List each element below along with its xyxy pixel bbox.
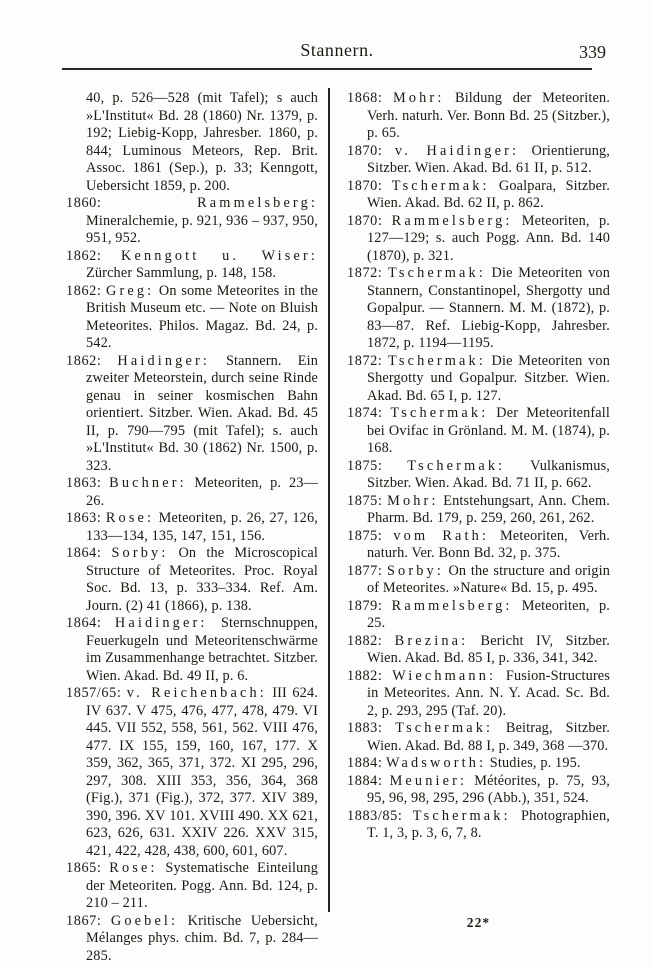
entry-year: 1870: — [347, 212, 383, 229]
entry-year: 1884: — [347, 755, 383, 771]
entry-text: Studies, p. 195. — [489, 755, 581, 771]
entry-author: Tschermak: — [395, 720, 494, 736]
page-title: Stannern. — [300, 40, 374, 60]
bib-entry — [66, 545, 318, 615]
entry-year: 1872: — [347, 265, 383, 281]
entry-text: Orientierung, Sitzber. Wien. Akad. Bd. 61 II, p. 512. — [367, 142, 611, 176]
bib-entry — [347, 90, 610, 143]
entry-year: 1883/85: — [347, 807, 403, 824]
bib-entry — [66, 283, 318, 353]
entry-text: Meteoriten, p. 26, 27, 126, 133—134, 135, 147, 151, 156. — [86, 510, 318, 544]
entry-text: On the Microscopical Structure of Meteorites. Proc. Royal Soc. Bd. 13, p. 333–334. Ref. Am. Journ. (2) 41 (1866), p. 138. — [86, 545, 319, 614]
entry-text: On the structure and origin of Meteorites. »Nature« Bd. 15, p. 495. — [367, 562, 611, 596]
entry-author: Haidinger: — [114, 615, 208, 631]
entry-author: v. Reichenbach: — [126, 685, 267, 701]
bib-entry — [347, 493, 610, 528]
entry-text: Stannern. Ein zweiter Meteorstein, durch seine Rinde genau in seiner kosmischen Bahn orientiert. Sitzber. Wien. Akad. Bd. 45 II, p. 790—795 (mit Tafel); s. auch »L'Institut« Bd. 30 (1862) Nr. 1500, p. 323. — [86, 352, 319, 474]
entry-year: 1867: — [66, 912, 102, 929]
bib-entry — [347, 528, 610, 563]
entry-year: 1872: — [347, 352, 383, 369]
entry-year: 1865: — [66, 860, 102, 876]
entry-year: 1874: — [347, 405, 383, 421]
entry-author: Rammelsberg: — [197, 195, 318, 211]
entry-author: Haidinger: — [117, 352, 210, 369]
entry-author: Wadsworth: — [386, 755, 487, 771]
entry-text: Meteoriten, Verh. naturh. Ver. Bonn Bd. 32, p. 375. — [367, 527, 610, 561]
entry-author: Tschermak: — [388, 352, 486, 369]
entry-text: Sternschnuppen, Feuerkugeln und Meteoritenschwärme im Zusammenhange betrachtet. Sitzber. Wien. Akad. Bd. 49 II, p. 6. — [86, 615, 318, 684]
entry-year: 1877: — [347, 562, 383, 579]
bib-entry — [347, 178, 610, 213]
entry-year: 1870: — [347, 177, 383, 194]
entry-author: Sorby: — [111, 545, 169, 561]
entry-text: Météorites, p. 75, 93, 95, 96, 98, 295, 296 (Abb.), 351, 524. — [367, 772, 611, 806]
signature-mark: 22* — [466, 915, 491, 930]
entry-year: 1862: — [66, 282, 102, 299]
entry-author: Tschermak: — [412, 807, 511, 824]
bib-entry — [66, 685, 318, 860]
bib-entry — [347, 143, 610, 178]
entry-year: 1882: — [347, 632, 383, 649]
entry-author: v. Haidinger: — [394, 142, 520, 159]
left-column — [66, 90, 318, 965]
entry-author: Brezina: — [394, 632, 469, 649]
entry-text: Mineralchemie, p. 921, 936 – 937, 950, 951, 952. — [86, 212, 318, 246]
entry-year: 1857/65: — [66, 685, 122, 701]
entry-author: Mohr: — [392, 90, 445, 106]
entry-author: Wiechmann: — [392, 667, 497, 684]
entry-author: Goebel: — [110, 912, 179, 929]
bib-entry — [347, 598, 610, 633]
entry-text: Entstehungsart, Ann. Chem. Pharm. Bd. 179, p. 259, 260, 261, 262. — [367, 492, 610, 526]
column-divider — [328, 88, 330, 912]
page-number: 339 — [579, 42, 606, 62]
entry-author: Rammelsberg: — [391, 212, 513, 229]
entry-text: Systematische Einteilung der Meteoriten. Pogg. Ann. Bd. 124, p. 210 – 211. — [86, 860, 318, 911]
entry-text: Photographien, T. 1, 3, p. 3, 6, 7, 8. — [367, 807, 610, 841]
entry-year: 1884: — [347, 772, 383, 789]
entry-text: On some Meteorites in the British Museum etc. — Note on Bluish Meteorites. Philos. Magaz. Bd. 24, p. 542. — [86, 282, 319, 351]
entry-author: Rose: — [105, 510, 155, 526]
bib-entry — [347, 668, 610, 721]
entry-text: Vulkanismus, Sitzber. Wien. Akad. Bd. 71 II, p. 662. — [367, 457, 610, 491]
bib-entry — [347, 808, 610, 843]
bib-entry — [347, 405, 610, 458]
bib-entry — [66, 248, 318, 283]
bib-entry — [66, 860, 318, 913]
bib-entry — [347, 213, 610, 266]
entry-author: Rammelsberg: — [391, 597, 513, 614]
header-rule — [62, 68, 592, 70]
entry-year: 1863: — [66, 475, 102, 491]
entry-author: Tschermak: — [391, 177, 490, 194]
bib-entry — [347, 265, 610, 353]
bib-entry — [66, 510, 318, 545]
entry-author: Tschermak: — [388, 265, 486, 281]
entry-author: Mohr: — [387, 492, 439, 509]
entry-year: 1870: — [347, 142, 383, 159]
bib-entry — [347, 720, 610, 755]
running-head — [62, 40, 612, 66]
entry-text: Beitrag, Sitzber. Wien. Akad. Bd. 88 I, p. 349, 368 —370. — [367, 720, 610, 754]
bib-entry — [66, 913, 318, 966]
entry-year: 1875: — [347, 527, 383, 544]
entry-text: Bildung der Meteoriten. Verh. naturh. Ver. Bonn Bd. 25 (Sitzber.), p. 65. — [367, 90, 611, 141]
entry-text: Meteoriten, p. 127—129; s. auch Pogg. Ann. Bd. 140 (1870), p. 321. — [367, 212, 610, 264]
right-column — [347, 90, 610, 843]
entry-author: Greg: — [106, 282, 155, 299]
entry-author: Sorby: — [386, 562, 444, 579]
entry-author: vom Rath: — [393, 527, 490, 544]
entry-author: Kenngott u. Wiser: — [121, 247, 318, 264]
entry-text: Die Meteoriten von Shergotty und Gopalpur. Sitzber. Wien. Akad. Bd. 65 I, p. 127. — [367, 352, 611, 404]
bib-entry — [347, 773, 610, 808]
entry-year: 1875: — [347, 457, 383, 474]
entry-year: 1875: — [347, 492, 383, 509]
entry-text: Goalpara, Sitzber. Wien. Akad. Bd. 62 II, p. 862. — [367, 177, 610, 211]
bib-entry — [66, 615, 318, 685]
entry-year: 1868: — [347, 90, 383, 106]
entry-author: Tschermak: — [407, 457, 506, 474]
entry-text: 40, p. 526—528 (mit Tafel); s auch »L'Institut« Bd. 28 (1860) Nr. 1379, p. 192; Liebig-Kopp, Jahresber. 1860, p. 844; Luminous Meteors, Rep. Brit. Assoc. 1861 (Sep.), p. 33; Kenngott, Uebersicht 1859, p. 200. — [86, 90, 318, 194]
entry-text: Der Meteoritenfall bei Ovifac in Grönland. M. M. (1874), p. 168. — [367, 405, 611, 456]
bib-entry — [66, 475, 318, 510]
entry-year: 1862: — [66, 352, 102, 369]
bib-entry — [347, 633, 610, 668]
entry-year: 1879: — [347, 597, 383, 614]
entry-year: 1883: — [347, 720, 383, 736]
entry-author: Buchner: — [109, 475, 187, 491]
entry-text: Zürcher Sammlung, p. 148, 158. — [86, 265, 277, 281]
entry-author: Meunier: — [389, 772, 468, 789]
bib-entry — [347, 458, 610, 493]
entry-text: Meteoriten, p. 25. — [367, 597, 610, 631]
entry-text: III 624. IV 637. V 475, 476, 477, 478, 479. VI 445. VII 552, 558, 561, 562. VIII 476, 477. IX 155, 159, 160, 167, 177. X 359, 362, 365, 371, 372. XI 295, 296, 297, 308. XIII 353, 356, 364, 368 (Fig.), 371 (Fig.), 372, 377. XIV 389, 390, 396. XV 101. XVIII 490. XX 621, 623, 626, 631. XXIV 226. XXV 315, 421, 422, 428, 438, 600, 601, 607. — [86, 685, 318, 859]
bib-entry — [347, 563, 610, 598]
bib-entry — [66, 195, 318, 248]
bib-entry — [66, 90, 318, 195]
entry-text: Bericht IV, Sitzber. Wien. Akad. Bd. 85 I, p. 336, 341, 342. — [367, 632, 611, 666]
entry-year: 1864: — [66, 615, 102, 631]
bib-entry — [347, 353, 610, 406]
entry-text: Meteoriten, p. 23—26. — [86, 475, 319, 509]
entry-text: Die Meteoriten von Stannern, Constantinopel, Shergotty und Gopalpur. — Stannern. M. M. (1872), p. 83—87. Ref. Liebig-Kopp, Jahresber. 1872, p. 1194—1195. — [367, 265, 611, 351]
entry-year: 1862: — [66, 247, 102, 264]
entry-year: 1863: — [66, 510, 102, 526]
entry-text: Fusion-Structures in Meteorites. Ann. N. Y. Acad. Sc. Bd. 2, p. 293, 295 (Taf. 20). — [367, 667, 610, 719]
entry-year: 1864: — [66, 545, 102, 561]
entry-year: 1860: — [66, 195, 102, 211]
entry-text: Kritische Uebersicht, Mélanges phys. chim. Bd. 7, p. 284—285. — [86, 912, 318, 964]
entry-author: Tschermak: — [390, 405, 489, 421]
entry-year: 1882: — [347, 667, 383, 684]
entry-author: Rose: — [109, 860, 158, 876]
bib-entry — [347, 755, 610, 773]
bib-entry — [66, 353, 318, 476]
